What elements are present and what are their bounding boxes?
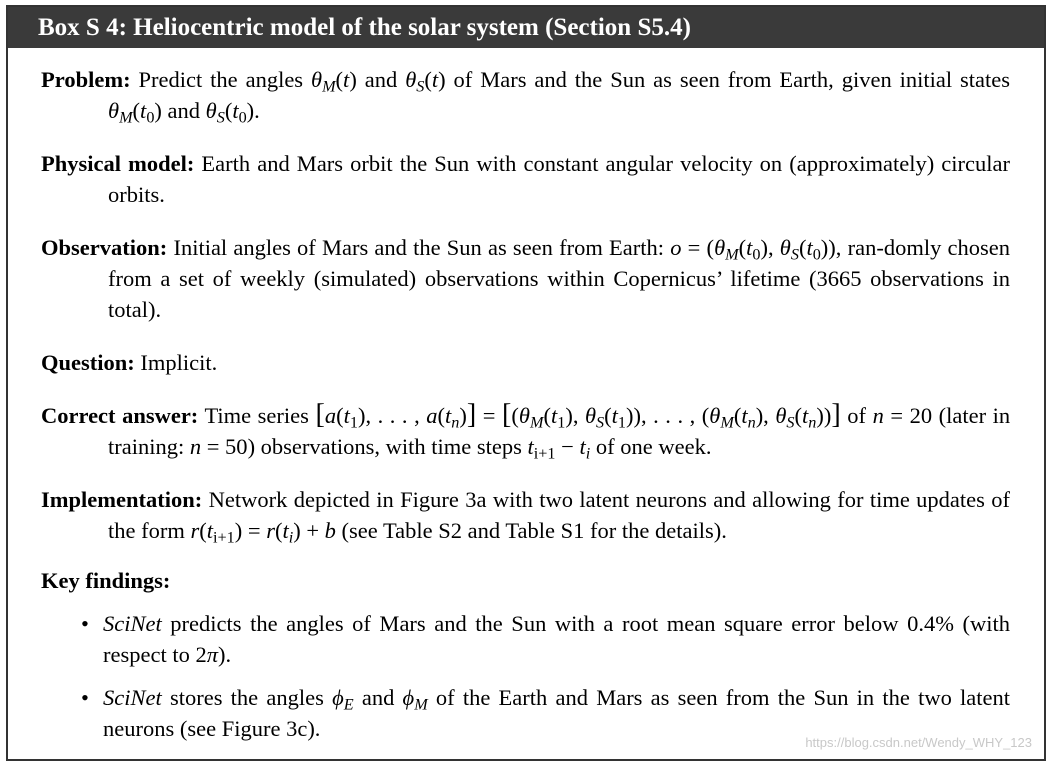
n-variable-2: n <box>189 434 202 459</box>
correct-answer-text-4: ) observations, with time steps <box>247 434 522 459</box>
phi-e-symbol: $\phi_E$ <box>332 685 354 714</box>
finding-text-2: and <box>361 685 395 710</box>
update-rule-formula: $r(t_{i+1}) = r(t_i) + b$ <box>190 518 336 547</box>
key-findings-list <box>41 608 1010 744</box>
physical-model-text: Earth and Mars orbit the Sun with constant angular velocity on (approximately) circular orbits. <box>108 151 1010 207</box>
watermark: https://blog.csdn.net/Wendy_WHY_123 <box>805 735 1032 750</box>
scinet-name: SciNet <box>103 611 162 636</box>
correct-answer-text-3: (later in training: <box>108 403 1011 459</box>
finding-text-3: of the Earth and Mars as seen from the Sun in the two latent neurons (see Figure 3c). <box>103 685 1011 741</box>
bullet-icon: • <box>81 611 89 636</box>
correct-answer-text-5: of one week. <box>595 434 712 459</box>
question-section <box>41 347 1010 378</box>
observation-text-2: , ran-domly chosen from a set of weekly (simulated) observations within Copernicus’ lifetime (3665 observations in total). <box>108 235 1011 322</box>
problem-section <box>41 64 1010 126</box>
key-findings-label: Key findings: <box>41 568 171 593</box>
implementation-section <box>41 484 1010 546</box>
question-text: Implicit. <box>140 350 218 375</box>
n-variable-1: n <box>872 403 884 428</box>
theta-m-of-t0: $\theta_M(t_0)$ <box>108 98 162 127</box>
correct-answer-section <box>41 400 1010 462</box>
problem-text-3: of Mars and the Sun as seen from Earth, given initial states <box>453 67 1011 92</box>
n-value-50: = 50 <box>201 434 248 459</box>
problem-text-1: Predict the angles <box>138 67 304 92</box>
finding-text-1: stores the angles <box>169 685 324 710</box>
phi-m-symbol: $\phi_M$ <box>402 685 428 714</box>
correct-answer-label: Correct answer: <box>41 403 199 428</box>
finding-text-2: ). <box>218 642 232 667</box>
question-label: Question: <box>41 350 135 375</box>
time-series-formula: [$a(t_1)$, . . . , $a(t_n)] = [(\theta_M(t_1)$, $\theta_S(t_1)$), . . . , ($\theta_M(t_n)$, $\theta_S(t_n)$)] <box>315 399 841 432</box>
box-body <box>8 48 1044 744</box>
problem-text-5: . <box>254 98 260 123</box>
box-title: Box S 4: Heliocentric model of the solar system (Section S5.4) <box>8 7 1044 48</box>
implementation-label: Implementation: <box>41 487 203 512</box>
correct-answer-text-1: Time series <box>204 403 309 428</box>
implementation-text-2: (see Table S2 and Table S1 for the details). <box>341 518 727 543</box>
problem-text-2: and <box>364 67 398 92</box>
problem-label: Problem: <box>41 67 131 92</box>
physical-model-label: Physical model: <box>41 151 195 176</box>
theta-s-of-t: $\theta_S(t)$ <box>405 67 446 96</box>
implementation-text-1: Network depicted in Figure 3a with two latent neurons and allowing for time updates of the form <box>108 487 1011 543</box>
problem-text-4: and <box>167 98 201 123</box>
observation-text-1: Initial angles of Mars and the Sun as seen from Earth: <box>173 235 665 260</box>
observation-section <box>41 232 1010 325</box>
list-item <box>41 608 1010 670</box>
finding-text-1: predicts the angles of Mars and the Sun with a root mean square error below 0.4% (with respect to 2 <box>103 611 1011 667</box>
correct-answer-text-2: of <box>847 403 867 428</box>
theta-m-of-t: $\theta_M(t)$ <box>311 67 357 96</box>
theta-s-of-t0: $\theta_S(t_0)$ <box>205 98 255 127</box>
observation-label: Observation: <box>41 235 168 260</box>
time-step-formula: $t_{i+1} - t_i$ <box>527 434 591 463</box>
n-value-20: = 20 <box>883 403 933 428</box>
info-box <box>6 5 1046 761</box>
bullet-icon: • <box>81 685 89 710</box>
observation-formula: $o = (\theta_M(t_0)$, $\theta_S(t_0)$) <box>670 235 836 264</box>
scinet-name: SciNet <box>103 685 162 710</box>
pi-symbol: π <box>206 642 218 667</box>
physical-model-section <box>41 148 1010 210</box>
